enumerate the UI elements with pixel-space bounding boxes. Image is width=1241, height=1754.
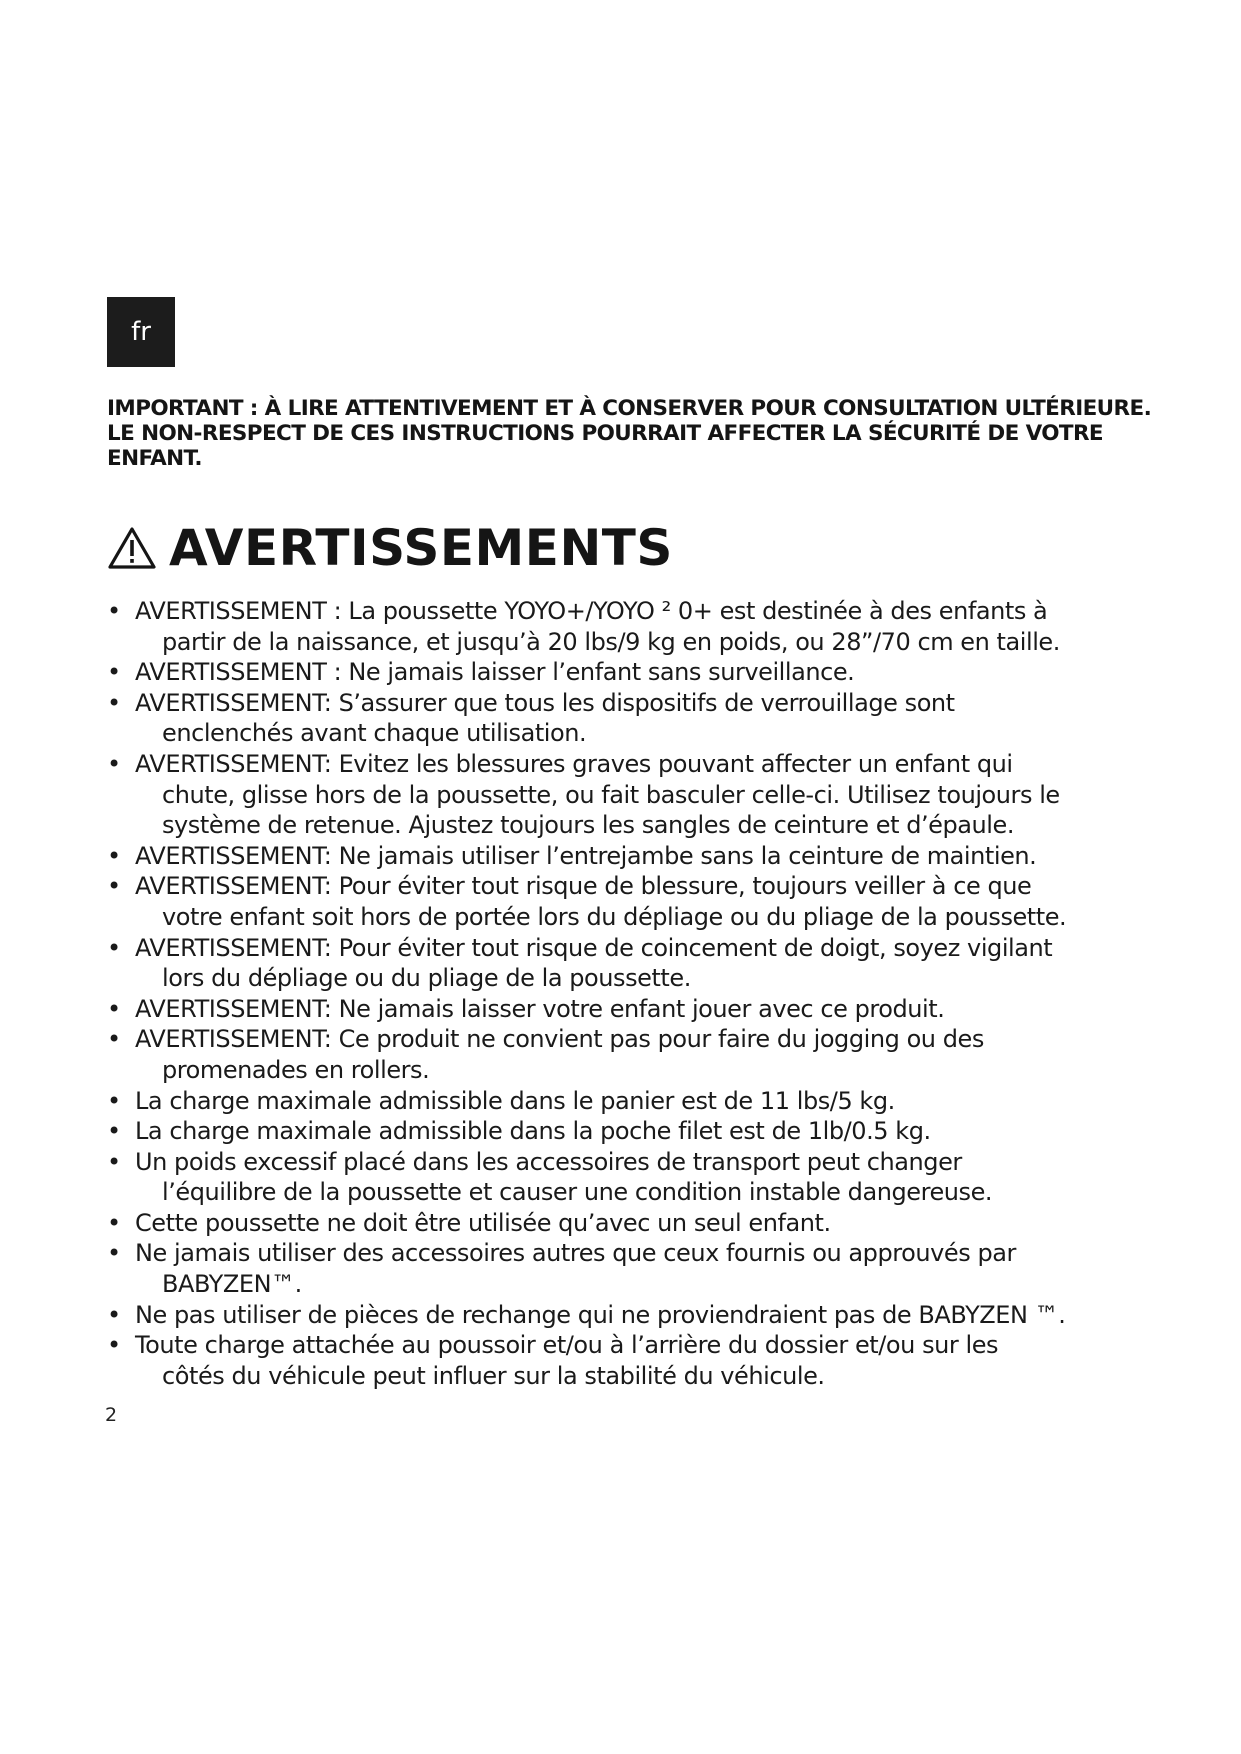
bullet: • [107, 1117, 122, 1146]
bullet: • [107, 1300, 122, 1329]
language-code: fr [131, 317, 151, 347]
page-number: 2 [105, 1404, 118, 1426]
list-item [107, 1147, 1147, 1208]
language-badge [107, 297, 175, 367]
list-item-text: chute, glisse hors de la poussette, ou fait basculer celle-ci. Utilisez toujours le [162, 780, 1060, 809]
list-item-text: partir de la naissance, et jusqu’à 20 lbs/9 kg en poids, ou 28”/70 cm en taille. [162, 627, 1060, 656]
bullet: • [107, 1331, 122, 1360]
list-item [107, 1300, 1147, 1331]
list-item-text: AVERTISSEMENT: Ne jamais laisser votre enfant jouer avec ce produit. [135, 994, 945, 1023]
list-item-text: AVERTISSEMENT: Pour éviter tout risque de blessure, toujours veiller à ce que [135, 872, 1032, 901]
bullet: • [107, 1086, 122, 1115]
list-item [107, 994, 1147, 1025]
bullet: • [107, 688, 122, 717]
list-item-text: AVERTISSEMENT: Ce produit ne convient pas pour faire du jogging ou des [135, 1025, 984, 1054]
bullet: • [107, 1239, 122, 1268]
list-item-text: AVERTISSEMENT: S’assurer que tous les dispositifs de verrouillage sont [135, 688, 955, 717]
bullet: • [107, 933, 122, 962]
list-item-text: Toute charge attachée au poussoir et/ou à l’arrière du dossier et/ou sur les [135, 1331, 999, 1360]
list-item-text: AVERTISSEMENT : La poussette YOYO+/YOYO ² 0+ est destinée à des enfants à [135, 597, 1048, 625]
list-item-text: La charge maximale admissible dans le panier est de 11 lbs/5 kg. [135, 1086, 895, 1115]
bullet: • [107, 597, 122, 625]
list-item-text: Cette poussette ne doit être utilisée qu’avec un seul enfant. [135, 1208, 831, 1237]
list-item-text: Un poids excessif placé dans les accessoires de transport peut changer [135, 1147, 962, 1176]
list-item-text: AVERTISSEMENT: Ne jamais utiliser l’entrejambe sans la ceinture de maintien. [135, 841, 1037, 870]
list-item-text: côtés du véhicule peut influer sur la stabilité du véhicule. [162, 1361, 825, 1390]
bullet: • [107, 1208, 122, 1237]
list-item-text: Ne jamais utiliser des accessoires autres que ceux fournis ou approuvés par [135, 1239, 1016, 1268]
list-item [107, 596, 1147, 657]
warnings-list [107, 596, 1147, 1391]
list-item [107, 688, 1147, 749]
list-item [107, 1208, 1147, 1239]
warning-triangle-icon [107, 526, 157, 570]
list-item [107, 657, 1147, 688]
bullet: • [107, 841, 122, 870]
list-item [107, 749, 1147, 841]
bullet: • [107, 658, 122, 687]
bullet: • [107, 994, 122, 1023]
list-item-text: promenades en rollers. [162, 1055, 430, 1084]
list-item [107, 1238, 1147, 1299]
important-line: ENFANT. [107, 446, 202, 471]
bullet: • [107, 872, 122, 901]
list-item-text: AVERTISSEMENT: Evitez les blessures graves pouvant affecter un enfant qui [135, 749, 1013, 778]
important-notice [107, 396, 1152, 471]
bullet: • [107, 1147, 122, 1176]
list-item [107, 871, 1147, 932]
bullet: • [107, 749, 122, 778]
list-item-text: Ne pas utiliser de pièces de rechange qui ne proviendraient pas de BABYZEN ™. [135, 1300, 1066, 1329]
list-item [107, 1024, 1147, 1085]
list-item [107, 1086, 1147, 1117]
list-item [107, 1116, 1147, 1147]
warnings-heading [107, 513, 673, 583]
list-item-text: l’équilibre de la poussette et causer une condition instable dangereuse. [162, 1178, 993, 1207]
important-line: IMPORTANT : À LIRE ATTENTIVEMENT ET À CONSERVER POUR CONSULTATION ULTÉRIEURE. [107, 396, 1152, 421]
list-item-text: AVERTISSEMENT: Pour éviter tout risque de coincement de doigt, soyez vigilant [135, 933, 1053, 962]
list-item [107, 1330, 1147, 1391]
important-line: LE NON-RESPECT DE CES INSTRUCTIONS POURRAIT AFFECTER LA SÉCURITÉ DE VOTRE [107, 421, 1104, 446]
list-item-text: La charge maximale admissible dans la poche filet est de 1lb/0.5 kg. [135, 1117, 931, 1146]
list-item-text: lors du dépliage ou du pliage de la poussette. [162, 964, 691, 993]
list-item [107, 841, 1147, 872]
list-item-text: votre enfant soit hors de portée lors du dépliage ou du pliage de la poussette. [162, 902, 1067, 931]
list-item-text: BABYZEN™. [162, 1270, 302, 1299]
list-item [107, 933, 1147, 994]
bullet: • [107, 1025, 122, 1054]
page-title: AVERTISSEMENTS [169, 519, 673, 577]
list-item-text: système de retenue. Ajustez toujours les sangles de ceinture et d’épaule. [162, 811, 1014, 840]
list-item-text: AVERTISSEMENT : Ne jamais laisser l’enfant sans surveillance. [135, 658, 855, 687]
list-item-text: enclenchés avant chaque utilisation. [162, 719, 587, 748]
